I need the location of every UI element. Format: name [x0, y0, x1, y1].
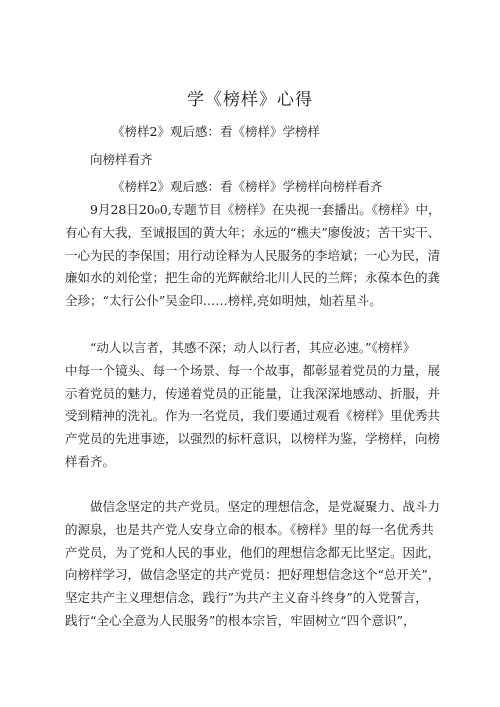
- paragraph-line: 坚定共产主义理想信念，践行”为共产主义奋斗终身”的入党誓言，: [65, 590, 428, 606]
- paragraph-line: 向榜样学习，做信念坚定的共产党员：把好理想信念这个“总开关”，: [65, 567, 441, 583]
- paragraph-line: 全珍；“太行公仆”吴金印……榜样,亮如明烛，灿若星斗。: [65, 293, 382, 309]
- paragraph-3: [65, 496, 445, 633]
- paragraph-line: 有心有大我，至诚报国的黄大年；永远的“樵夫”廖俊波；苦干实干、: [65, 224, 441, 240]
- paragraph-line: 践行“全心全意为人民服务”的根本宗旨，牢固树立“四个意识”，: [65, 612, 416, 628]
- paragraph-line: 做信念坚定的共产党员。坚定的理想信念，是党凝聚力、战斗力: [65, 499, 441, 514]
- paragraph-line: 示着党员的魅力，传递着党员的正能量，让我深深地感动、折服，并: [65, 385, 441, 401]
- paragraph-line: 产党员，为了党和人民的事业，他们的理想信念都无比坚定。因此，: [65, 544, 441, 560]
- paragraph-line: 一心为民的李保国；用行动诠释为人民服务的李培斌；一心为民，清: [65, 247, 441, 263]
- subtitle-line-3: 《榜样2》观后感：看《榜样》学榜样向榜样看齐: [112, 179, 383, 194]
- subtitle-line-2: 向榜样看齐: [90, 152, 153, 167]
- paragraph-line: 廉如水的刘伦堂；把生命的光辉献给北川人民的兰辉；永葆本色的龚: [65, 270, 441, 286]
- paragraph-1: [65, 199, 445, 313]
- paragraph-line: 样看齐。: [65, 453, 116, 469]
- paragraph-line: 中每一个镜头、每一个场景、每一个故事，都彰显着党员的力量，展: [65, 362, 441, 378]
- paragraph-line: 产党员的先进事迹，以强烈的标杆意识，以榜样为鉴，学榜样，向榜: [65, 431, 441, 447]
- document-title: 学《榜样》心得: [187, 90, 313, 110]
- subtitle-line-1: 《榜样2》观后感：看《榜样》学榜样: [112, 124, 320, 139]
- paragraph-line: 受到精神的洗礼。作为一名党员，我们要通过观看《榜样》里优秀共: [65, 408, 441, 424]
- paragraph-2: [65, 337, 445, 474]
- paragraph-line: 的源泉，也是共产党人安身立命的根本。《榜样》里的每一名优秀共: [65, 521, 434, 537]
- paragraph-line: 9月28日20₀0,专题节目《榜样》在央视一套播出。《榜样》中，: [65, 202, 441, 217]
- paragraph-line: “动人以言者，其感不深；动人以行者，其应必速。”《榜样》: [65, 340, 416, 355]
